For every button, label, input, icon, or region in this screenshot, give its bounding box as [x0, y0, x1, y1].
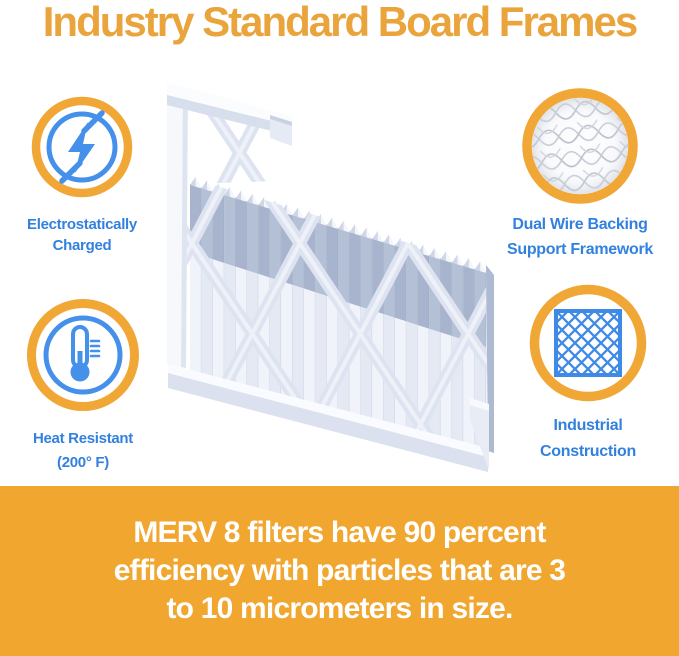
air-filter-illustration — [150, 68, 510, 478]
feature-label-line: (200° F) — [57, 454, 109, 471]
thermometer-icon — [26, 298, 140, 412]
banner-line: efficiency with particles that are 3 — [113, 554, 566, 587]
feature-industrial-construction — [508, 284, 668, 465]
feature-label — [507, 212, 653, 262]
feature-label-line: Charged — [52, 237, 112, 254]
feature-label-line: Heat Resistant — [32, 430, 133, 447]
feature-label-line: Support Framework — [506, 241, 654, 258]
feature-label-line: Construction — [540, 443, 636, 460]
merv-info-banner — [0, 486, 679, 656]
feature-label-line: Dual Wire Backing — [512, 216, 648, 233]
lightning-bolt-icon — [30, 95, 134, 199]
feature-label-line: Electrostatically — [27, 216, 137, 233]
banner-line: MERV 8 filters have 90 percent — [133, 516, 546, 549]
feature-label-line: Industrial — [553, 417, 623, 434]
feature-heat-resistant — [0, 298, 166, 475]
feature-dual-wire-backing — [500, 88, 660, 262]
diamond-lattice-icon — [529, 284, 647, 402]
page-title: Industry Standard Board Frames — [42, 0, 637, 45]
feature-electrostatically-charged — [2, 95, 162, 256]
feature-label — [540, 413, 636, 465]
filter-left-frame — [167, 82, 188, 368]
banner-line: to 10 micrometers in size. — [166, 592, 513, 625]
wire-mesh-icon — [522, 88, 638, 204]
feature-label — [33, 427, 133, 475]
feature-label — [27, 214, 137, 256]
